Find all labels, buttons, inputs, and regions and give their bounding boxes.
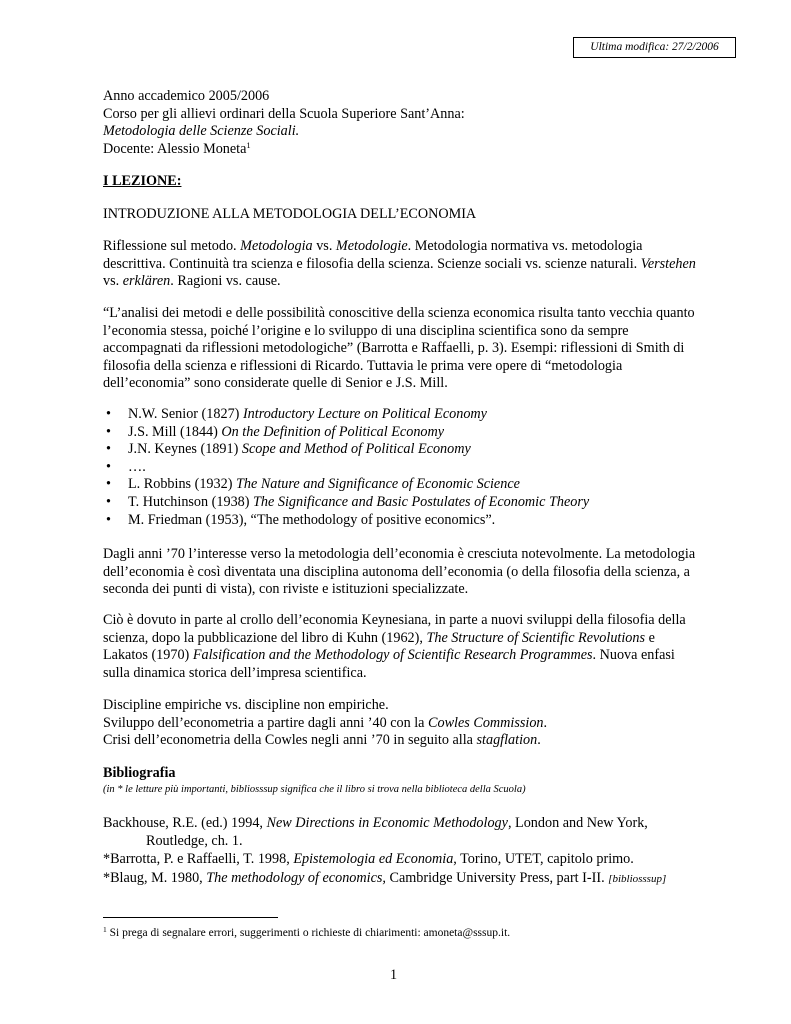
bibliography <box>103 765 703 797</box>
page-number: 1 <box>390 967 398 983</box>
bullet-icon: • <box>106 423 111 440</box>
crisis-line <box>103 732 703 750</box>
lesson-title-block <box>103 206 703 224</box>
book-author: J.N. Keynes (1891) <box>128 441 242 458</box>
teacher-name: Docente: Alessio Moneta <box>103 140 247 157</box>
academic-year: Anno accademico 2005/2006 <box>103 88 270 104</box>
text-run: vs. <box>103 273 123 290</box>
text-run: . Ragioni vs. cause. <box>170 273 281 290</box>
book-item <box>103 476 703 494</box>
text-run: . <box>537 732 541 749</box>
book-title: The Nature and Significance of Economic Science <box>235 476 520 493</box>
text-run: Ciò è dovuto in parte al crollo dell’economia Keynesiana, in parte a nuovi sviluppi della filosofia della scienza, dopo la pubblicazione del libro di Kuhn (1962), <box>103 612 686 646</box>
text-run: Riflessione sul metodo. <box>103 238 241 254</box>
reference-list <box>103 815 703 888</box>
book-item <box>103 406 703 424</box>
text-run: , London and New York, Routledge, ch. 1. <box>146 815 648 849</box>
growth-text: Dagli anni ’70 l’interesse verso la metodologia dell’economia è cresciuta notevolmente. La metodologia dell’economia è così diventata una disciplina autonoma dell’economia (o della filosofia della scienza, a seconda dei punti di vista), con riviste e istituzioni specializzate. <box>103 546 696 598</box>
text-run: . Metodologia normativa vs. metodologia descrittiva. Continuità tra scienza e filosofia della scienza. Scienze sociali vs. scienze naturali. <box>103 238 643 272</box>
reference-entry <box>103 815 703 851</box>
text-run: . <box>543 714 548 731</box>
book-item <box>103 512 703 530</box>
text-run: Backhouse, R.E. (ed.) 1994, <box>103 815 267 831</box>
library-tag: [bibliosssup] <box>608 872 667 885</box>
book-title: The Structure of Scientific Revolutions <box>426 629 646 646</box>
method-paragraph <box>103 238 703 291</box>
cowles-line <box>103 715 703 733</box>
book-author: J.S. Mill (1844) <box>128 423 222 440</box>
footnote <box>103 926 510 940</box>
course-line: Corso per gli allievi ordinari della Scuola Superiore Sant’Anna: <box>103 105 465 122</box>
book-title: Falsification and the Methodology of Scientific Research Programmes <box>192 647 593 664</box>
lesson-heading-block <box>103 173 703 191</box>
lesson-heading: I LEZIONE: <box>103 173 182 189</box>
text-run: Metodologia <box>240 238 313 254</box>
last-modified-text: Ultima modifica: 27/2/2006 <box>590 41 719 53</box>
book-author: M. Friedman (1953), “The methodology of positive economics”. <box>128 511 496 528</box>
bullet-icon: • <box>106 493 111 510</box>
footnote-ref: 1 <box>246 139 251 150</box>
book-author: L. Robbins (1932) <box>128 476 236 493</box>
bullet-icon: • <box>106 511 111 528</box>
text-run: erklären <box>122 273 171 290</box>
footnote-mark: 1 <box>103 925 107 934</box>
book-author: T. Hutchinson (1938) <box>128 493 254 510</box>
bullet-icon: • <box>106 476 111 493</box>
text-run: *Barrotta, P. e Raffaelli, T. 1998, <box>103 851 294 868</box>
book-title: Scope and Method of Political Economy <box>241 441 471 458</box>
reference-entry <box>103 870 703 889</box>
book-item <box>103 494 703 512</box>
course-info <box>103 88 703 158</box>
text-run: Verstehen <box>640 255 696 272</box>
keynes-paragraph <box>103 612 703 682</box>
reference-title: New Directions in Economic Methodology <box>266 815 508 831</box>
reference-entry <box>103 851 703 870</box>
book-item <box>103 424 703 442</box>
bullet-icon: • <box>106 406 111 422</box>
footnote-divider <box>103 917 278 918</box>
teacher-line <box>103 141 703 159</box>
bullet-icon: • <box>106 441 111 458</box>
book-title: Introductory Lecture on Political Economy <box>242 406 487 422</box>
text-run: *Blaug, M. 1980, <box>103 869 207 886</box>
text-run: Sviluppo dell’econometria a partire dagli anni ’40 con la <box>103 714 429 731</box>
text-run: Crisi dell’econometria della Cowles negli anni ’70 in seguito alla <box>103 732 477 749</box>
reference-title: The methodology of economics, <box>206 869 386 886</box>
book-item <box>103 441 703 459</box>
quote-paragraph <box>103 305 703 393</box>
book-author: …. <box>128 458 146 475</box>
text-run: Cambridge University Press, part I-II. <box>385 869 609 886</box>
book-author: N.W. Senior (1827) <box>128 406 243 422</box>
empirical-line: Discipline empiriche vs. discipline non empiriche. <box>103 697 389 713</box>
quote-text: “L’analisi dei metodi e delle possibilità conoscitive della scienza economica risulta tanto vecchia quanto l’economia stessa, poiché l’origine e lo sviluppo di una disciplina scientifica sono da sempre accompagnati da riflessioni metodologiche” (Barrotta e Raffaelli, p. 3). Esempi: riflessioni di Smith di filosofia della scienza e riflessioni di Ricardo. Tuttavia le prima vere opere di “metodologia dell’economia” sono considerate quelle di Senior e J.S. Mill. <box>103 305 695 392</box>
footnote-text: Si prega di segnalare errori, suggerimenti o richieste di chiarimenti: amoneta@sssup.it. <box>106 927 511 939</box>
book-title: On the Definition of Political Economy <box>221 423 445 440</box>
book-list-items <box>103 406 703 529</box>
text-run: Metodologie <box>335 238 408 254</box>
book-title: The Significance and Basic Postulates of Economic Theory <box>253 493 590 510</box>
text-run: , Torino, UTET, capitolo primo. <box>453 851 634 868</box>
last-modified-box <box>573 37 736 58</box>
bullet-icon: • <box>106 458 111 475</box>
lesson-title: INTRODUZIONE ALLA METODOLOGIA DELL’ECONOMIA <box>103 206 477 222</box>
book-list <box>103 406 703 529</box>
text-run: stagflation <box>476 732 538 749</box>
reference-title: Epistemologia ed Economia <box>293 851 454 868</box>
course-subject: Metodologia delle Scienze Sociali. <box>103 123 300 140</box>
text-run: Cowles Commission <box>428 714 544 731</box>
bibliography-note: (in * le letture più importanti, bibliosssup significa che il libro si trova nella biblioteca della Scuola) <box>103 783 526 795</box>
text-run: e Lakatos (1970) <box>103 629 655 664</box>
bibliography-heading: Bibliografia <box>103 765 176 781</box>
book-item <box>103 459 703 477</box>
text-run: . Nuova enfasi sulla dinamica storica dell’impresa scientifica. <box>103 647 675 681</box>
growth-paragraph <box>103 546 703 599</box>
text-run: vs. <box>312 238 336 254</box>
empirical-paragraph <box>103 697 703 750</box>
